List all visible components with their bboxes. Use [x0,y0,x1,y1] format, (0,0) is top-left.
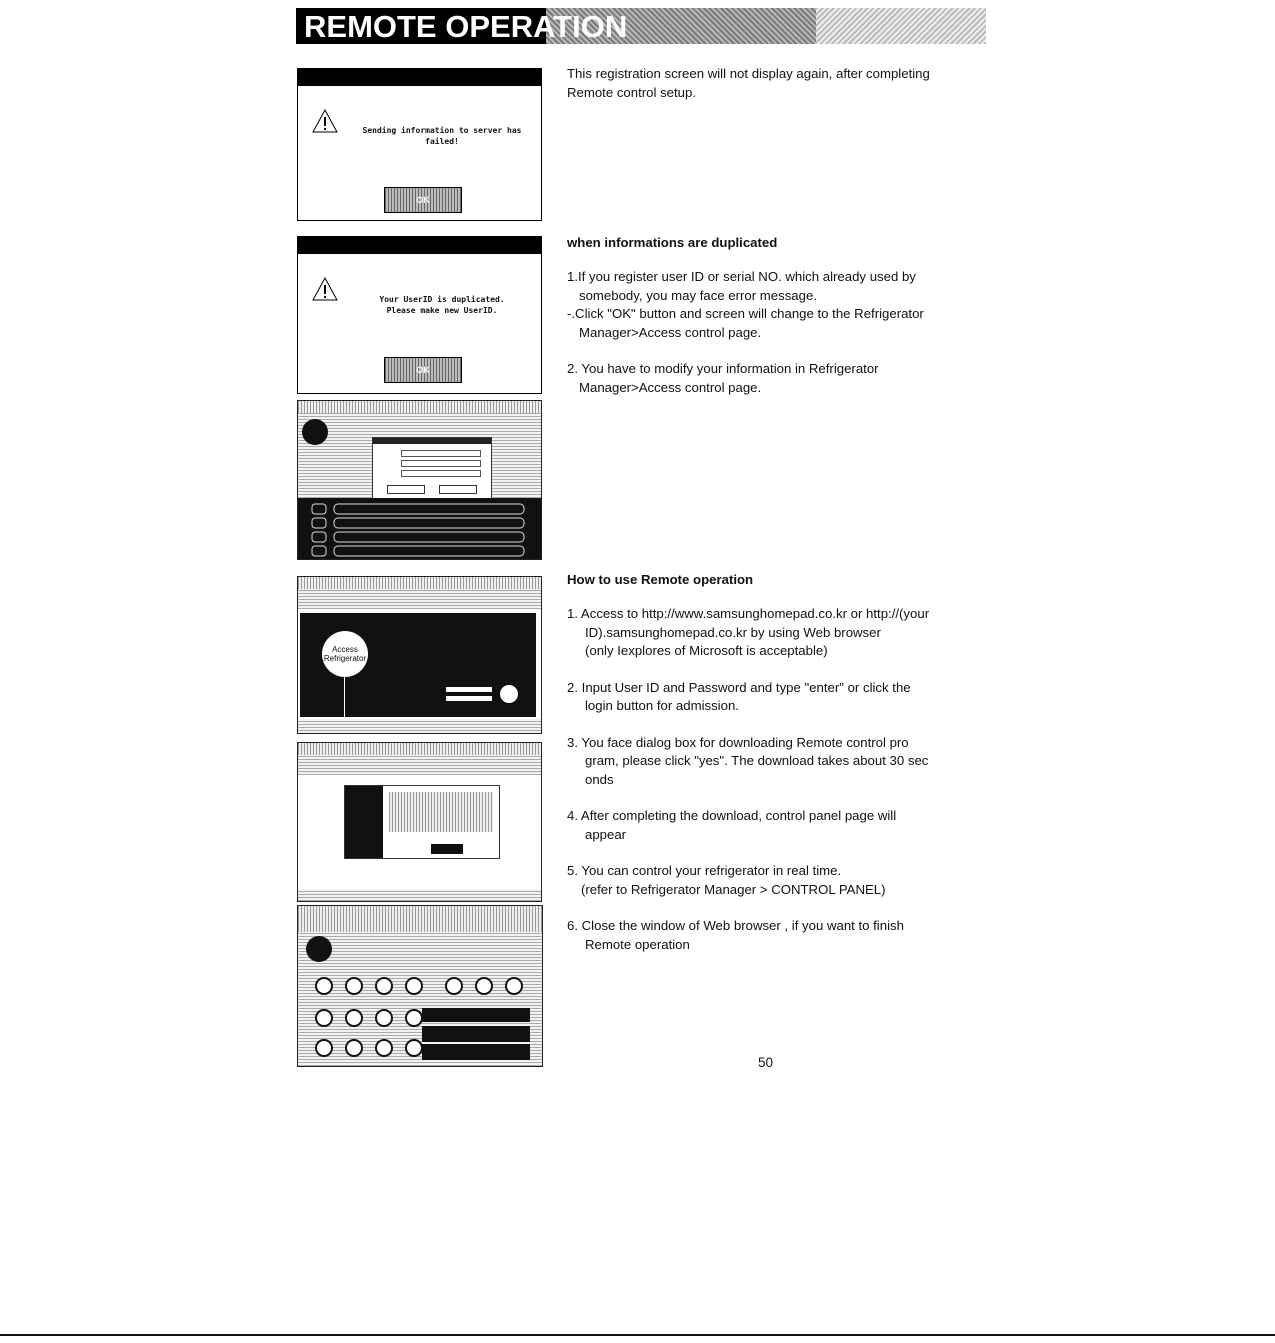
browser-status-bar [298,719,541,734]
section-heading: when informations are duplicated [567,235,778,250]
section-banner [296,8,986,44]
browser-menu-bar [298,743,541,755]
userid-field [446,687,492,692]
form-button [439,485,477,494]
form-field [401,470,481,477]
yes-button [431,844,463,854]
password-field [446,696,492,701]
step-5 [567,862,987,899]
section-registration-note [567,65,987,102]
text-line: Remote operation [585,936,690,952]
browser-toolbar [298,755,541,775]
access-control-screenshot [297,400,542,560]
browser-status-bar [298,889,541,901]
dialog-title-bar [298,69,541,86]
text-line: Manager>Access control page. [579,324,762,340]
text-line: -.Click "OK" button and screen will change to the Refrigerator [567,306,924,321]
message-line: Sending information to server has [362,126,522,135]
text-line: appear [585,826,627,842]
text-line: gram, please click "yes". The download takes about 30 sec [585,753,929,768]
dialog-text [389,792,493,832]
text-line: 2. You have to modify your information in Refrigerator [567,361,879,376]
badge-line: Refrigerator [323,654,367,663]
security-warning-dialog [344,785,500,859]
badge-stem [344,677,345,717]
ok-button[interactable]: OK [384,357,462,383]
section-duplicated [567,235,987,397]
message-line: Please make new UserID. [386,306,498,315]
message-line: failed! [425,137,459,146]
login-button [500,685,518,703]
paragraph [567,360,987,397]
form-title-bar [373,438,491,444]
send-failed-dialog [297,68,542,221]
paragraph [567,268,987,342]
section-how-to-use [567,572,987,954]
browser-toolbar [298,589,541,609]
dialog-message [344,125,540,147]
step-3 [567,734,987,790]
section-heading: How to use Remote operation [567,572,754,587]
text-line: (only Iexplores of Microsoft is acceptable) [585,643,828,658]
text-line: somebody, you may face error message. [579,287,817,303]
text-line: login button for admission. [585,698,739,713]
duplicated-dialog [297,236,542,394]
dialog-title-bar [298,237,541,254]
warning-icon [312,277,338,301]
text-line: (refer to Refrigerator Manager > CONTROL PANEL) [581,881,886,897]
access-refrigerator-badge [322,631,368,677]
page-title: REMOTE OPERATION [304,9,628,44]
text-line: Remote control setup. [567,84,697,100]
step-2 [567,679,987,716]
text-line: This registration screen will not display again, after completing [567,66,930,81]
control-buttons [298,968,542,1064]
badge-line: Access [332,645,358,654]
logo-icon [302,419,328,445]
step-6 [567,917,987,954]
logo-icon [306,936,332,962]
page-number: 50 [758,1055,774,1070]
dialog-message [344,294,540,316]
step-1 [567,605,987,661]
form-field [401,460,481,467]
browser-toolbar [298,906,542,932]
onscreen-keyboard [298,498,541,560]
warning-icon [312,109,338,133]
step-4 [567,807,987,844]
keyboard-keys [298,498,541,560]
text-line: 3. You face dialog box for downloading Remote control pro [567,734,909,750]
dialog-graphic [345,786,383,858]
message-line: Your UserID is duplicated. [379,295,505,304]
text-line: 4. After completing the download, control panel page will [567,808,897,823]
ok-button[interactable]: OK [384,187,462,213]
text-line: 1.If you register user ID or serial NO. which already used by [567,269,916,284]
form-field [401,450,481,457]
text-line: 5. You can control your refrigerator in real time. [567,863,842,878]
text-line: 1. Access to http://www.samsunghomepad.co.kr or http://(your [567,606,930,621]
control-panel-screenshot [297,905,543,1067]
form-button [387,485,425,494]
banner-pattern-light [816,8,986,44]
text-line: onds [585,771,614,787]
text-line: ID).samsunghomepad.co.kr by using Web browser [585,624,881,640]
form-window [372,437,492,499]
text-line: 6. Close the window of Web browser , if you want to finish [567,918,904,933]
login-panel [300,613,536,717]
text-line: Manager>Access control page. [579,379,762,395]
login-page-screenshot [297,576,542,734]
browser-menu-bar [298,577,541,589]
bottom-rule [0,1334,1275,1336]
download-dialog-screenshot [297,742,542,902]
text-line: 2. Input User ID and Password and type "enter" or click the [567,679,911,695]
browser-title-bar [298,401,541,413]
